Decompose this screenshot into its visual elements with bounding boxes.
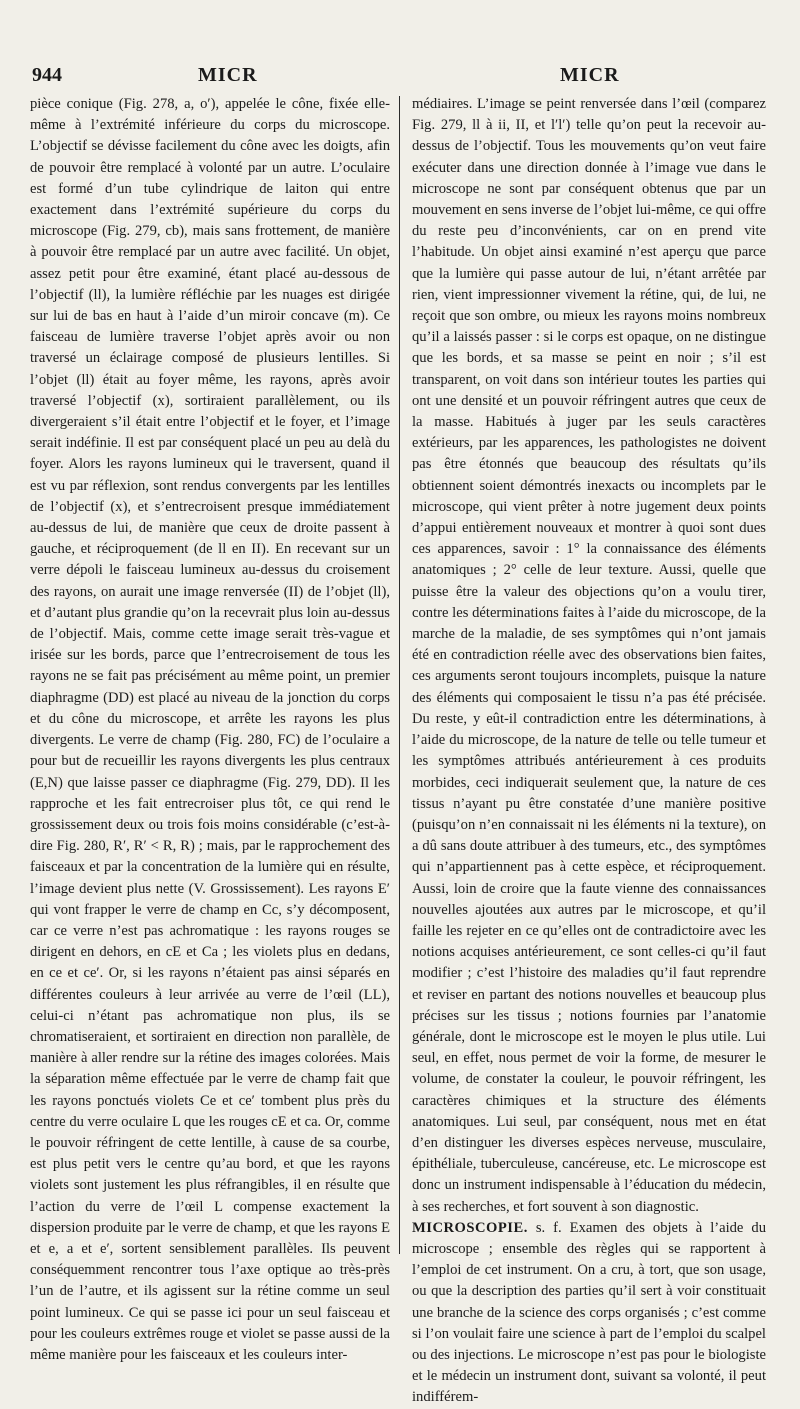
running-head-right: MICR [560,64,620,86]
left-column [30,94,390,1363]
running-head-left: MICR [198,64,258,86]
left-column-text: pièce conique (Fig. 278, a, o′), appelée le cône, fixée elle-même à l’extrémité inférieure du corps du microscope. L’objectif se dévisse facilement du cône avec les doigts, afin de pouvoir être remplacé à volonté par un autre. L’oculaire est formé d’un tube cylindrique de laiton qui entre exactement dans l’extrémité supérieure du corps du microscope (Fig. 279, cb), mais sans frottement, de manière à pouvoir être remplacé par un autre avec facilité. Un objet, assez petit pour être examiné, étant placé au-dessous de l’objectif (ll), la lumière réfléchie par les nuages est dirigée sur lui de bas en haut à l’aide d’un miroir concave (m). Ce faisceau de lumière traverse l’objet après avoir ou non traversé un éclairage composé de plusieurs lentilles. Si l’objet (ll) était au foyer même, les rayons, après avoir traversé l’objectif (x), sortiraient parallèlement, ou ils divergeraient s’il était entre l’objectif et le foyer, et l’image serait indéfinie. Il est par conséquent placé un peu au delà du foyer. Alors les rayons lumineux qui le traversent, quand il est vu par réflexion, sont rendus convergents par les lentilles de l’objectif (x), et s’entrecroisent presque immédiatement au-dessus de lui, de manière que ceux de droite passent à gauche, et réciproquement (de ll en II). En recevant sur un verre dépoli le faisceau lumineux au-dessus du croisement des rayons, on aurait une image renversée (II) de l’objet (ll), et d’autant plus grandie qu’on la recevrait plus loin au-dessus de l’objectif. Mais, comme cette image serait très-vague et irisée sur les bords, parce que l’entrecroisement de tous les rayons ne se fait pas précisément au même point, un premier diaphragme (DD) est placé au niveau de la jonction du corps et du cône du microscope, et arrête les rayons les plus divergents. Le verre de champ (Fig. 280, FC) de l’oculaire a pour but de recueillir les rayons divergents les plus centraux (E,N) que laisse passer ce diaphragme (Fig. 279, DD). Il les rapproche et les fait entrecroiser plus tôt, ce qui rend le grossissement deux ou trois fois moins considérable (c’est-à-dire Fig. 280, R′, R′ < R, R) ; mais, par le rapprochement des faisceaux et par la concentration de la lumière qui en résulte, l’image devient plus nette (V. Grossissement). Les rayons E′ qui vont frapper le verre de champ en Cc, s’y décomposent, car ce verre n’est pas achromatique : les rayons rouges se dirigent en dehors, en cE et Ca ; les violets plus en dedans, en ce et ce′. Or, si les rayons n’étaient pas ainsi séparés en différentes couleurs à leur arrivée au verre de l’œil (LL), celui-ci n’étant pas achromatique non plus, ils se chromatiseraient, et sortiraient en direction non parallèle, de manière à aller rendre sur la rétine des images colorées. Mais la séparation même effectuée par le verre de champ fait que les rayons ponctués violets Ce et ce′ tombent plus près du centre du verre oculaire L que les rouges cE et ca. Or, comme le pouvoir réfringent de cette lentille, à cause de sa courbe, est plus petit vers le centre qu’au bord, et que les rayons violets sont justement les plus réfrangibles, il en résulte que l’action du verre de l’œil L compense exactement la dispersion produite par le verre de champ, et que les rayons E et e, a et e′, sortent sensiblement parallèles. Ils peuvent conséquemment rencontrer tous l’axe optique ao très-près l’un de l’autre, et ils agissent sur la rétine comme un seul point lumineux. Ce qui se passe ici pour un seul faisceau et pour les couleurs extrêmes rouge et violet se passe aussi de la même manière pour les faisceaux et les couleurs inter- [30,96,390,1363]
entry-microscopie [412,1218,766,1409]
page-number: 944 [32,64,62,86]
entry-text: s. f. Examen des objets à l’aide du microscope ; ensemble des règles qui se rapportent à l’emploi de cet instrument. On a cru, à tort, que son usage, ou que la description des parties qu’il sert à voir constituait une branche de la science des corps organisés ; c’est comme si l’on voulait faire une science à part de l’emploi du scalpel ou des injections. Le microscope n’est pas pour le biologiste et le médecin un instrument dont, suivant sa volonté, il peut indifférem- [412,1219,766,1406]
running-head [0,60,800,96]
right-column-text: médiaires. L’image se peint renversée dans l’œil (comparez Fig. 279, ll à ii, II, et l′l′) telle qu’on peut la recevoir au-dessus de l’objectif. Tous les mouvements qu’on veut faire exécuter dans une direction donnée à l’image vue dans le microscope ne sont par conséquent obtenus que par un mouvement en sens inverse de l’objet lui-même, ce qui offre du reste peu d’inconvénients, car on en prend vite l’habitude. Un objet ainsi examiné n’est aperçu que parce que la lumière qui passe autour de lui, n’étant arrêtée par rien, vient impressionner vivement la rétine, qui, de lui, ne reçoit que son ombre, ou mieux les rayons moins nombreux qu’il a laissés passer : si le corps est opaque, on ne distingue que les bords, et sa masse se peint en noir ; s’il est transparent, on voit dans son intérieur toutes les parties qui ont une densité et un pouvoir réfringent autres que ceux de la masse. Habitués à juger par les seuls caractères extérieurs, par les apparences, les pathologistes ne doivent pas être étonnés que beaucoup des résultats qu’ils obtiennent soient démontrés inexacts ou incomplets par le microscope, qui vient prêter à notre jugement deux points d’appui entièrement nouveaux et montrer à quoi sont dues ces apparences, savoir : 1° la connaissance des éléments anatomiques ; 2° celle de leur texture. Aussi, quelle que puisse être la valeur des objections qu’on a voulu tirer, contre les déterminations faites à l’aide du microscope, de la marche de la maladie, de ses symptômes qui n’ont jamais été en contradiction réelle avec des observations bien faites, ces arguments seront toujours incomplets, puisque la nature des éléments qui composaient le tissu n’a pas été précisée. Du reste, y eût-il contradiction entre les déterminations, à l’aide du microscope, de la nature de telle ou telle tumeur et les symptômes attribués antérieurement à ces produits morbides, ceci indiquerait seulement que, la nature de ces tissus n’ayant pu être constatée d’une manière positive (puisqu’on n’en connaissait ni les éléments ni la texture), on a dû sans doute attribuer à des tumeurs, etc., des symptômes qui n’appartiennent pas à cette espèce, et réciproquement. Aussi, loin de croire que la faute vienne des connaissances nouvelles ajoutées aux autres par le microscope, et qu’il faille les rejeter en ce qu’elles ont de contradictoire avec les notions acquises antérieurement, ce sont celles-ci qu’il faut modifier ; c’est l’histoire des maladies qu’il faut reprendre et reviser en partant des notions nouvelles et beaucoup plus précises sur les tissus ; notions fournies par l’anatomie générale, dont le microscope est le moyen le plus utile. Lui seul, en effet, nous permet de voir la forme, de mesurer le volume, de constater la couleur, le pouvoir réfringent, les caractères chimiques et la structure des éléments anatomiques. Lui seul, par conséquent, nous met en état d’en distinguer les diverses espèces nerveuse, musculaire, épithéliale, tuberculeuse, cancéreuse, etc. Le microscope est donc un instrument indispensable à l’éducation du médecin, à ses recherches, et fort souvent à son diagnostic. [412,96,766,1215]
entry-headword: MICROSCOPIE. [412,1219,528,1236]
column-divider [399,96,400,1254]
right-column [412,94,766,1406]
